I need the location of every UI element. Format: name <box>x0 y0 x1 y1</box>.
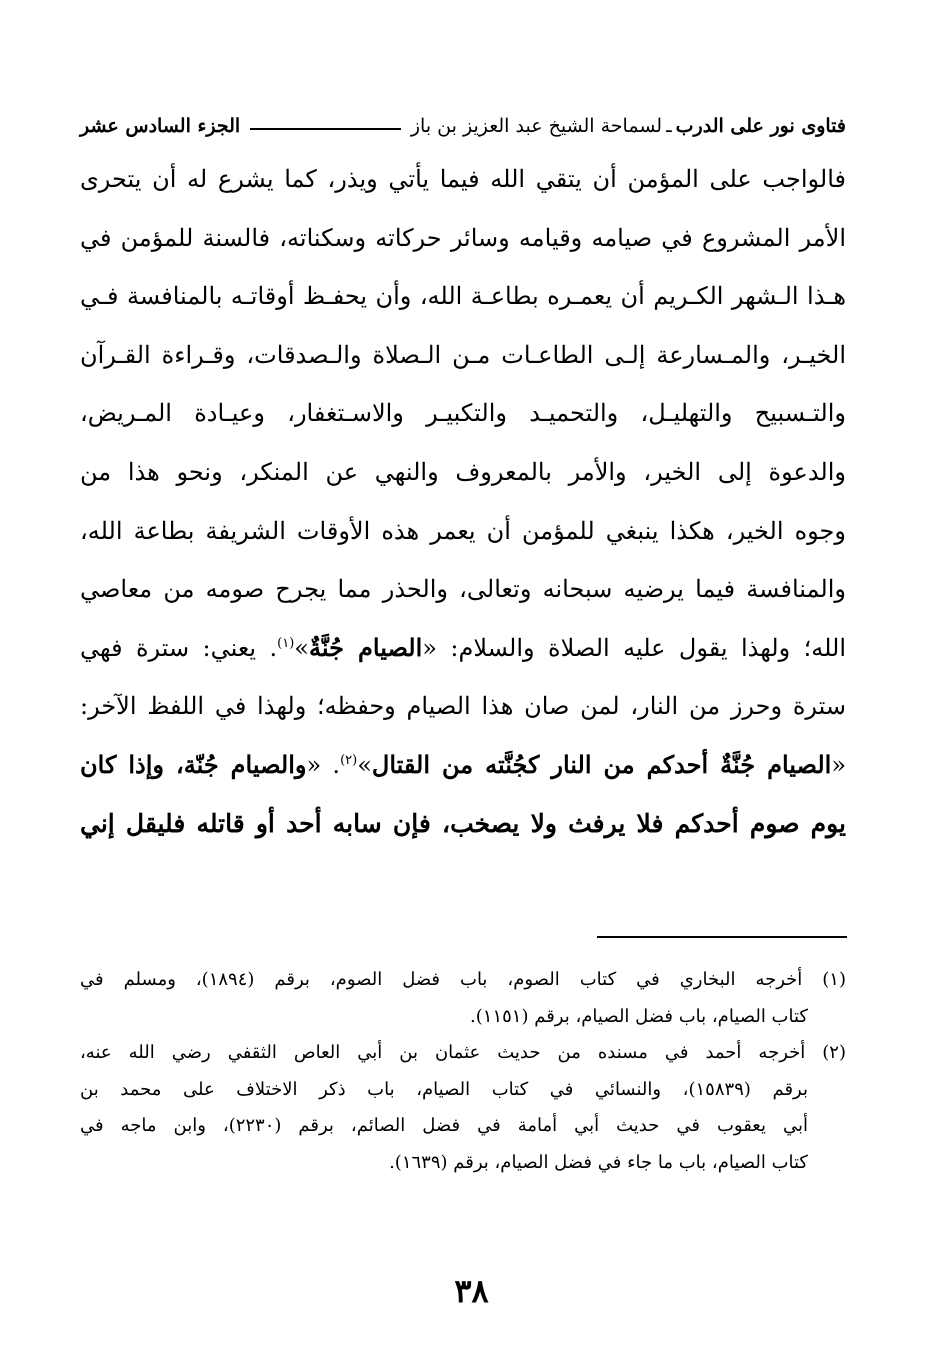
text-fragment: . يعني: سترة فهي <box>80 633 278 662</box>
footnote-ref-1: (١) <box>277 635 295 651</box>
footnote-ref-2: (٢) <box>340 752 358 768</box>
text-fragment: » <box>357 750 372 779</box>
text-line <box>80 736 846 795</box>
footnote-2-line: أبي يعقوب في حديث أبي أمامة في فضل الصائم، برقم (٢٢٣٠)، وابن ماجه في <box>80 1115 808 1136</box>
text-fragment: « <box>831 750 846 779</box>
footnote-separator <box>597 936 847 938</box>
text-line: وجوه الخير، هكذا ينبغي للمؤمن أن يعمر هذه الأوقات الشريفة بطاعة الله، <box>80 516 846 545</box>
text-line: يوم صوم أحدكم فلا يرفث ولا يصخب، فإن سابه أحد أو قاتله فليقل إني <box>80 808 846 838</box>
header-title-group <box>411 115 846 137</box>
text-fragment: الله؛ ولهذا يقول عليه الصلاة والسلام: « <box>422 633 846 662</box>
text-fragment: . « <box>306 750 341 779</box>
volume-label: الجزء السادس عشر <box>80 115 241 137</box>
text-line: هـذا الـشهر الكـريم أن يعمـره بطاعـة الله، وأن يحفـظ أوقاتـه بالمنافسة فـي <box>80 282 846 311</box>
footnote-2-line: برقم (١٥٨٣٩)، والنسائي في كتاب الصيام، باب ذكر الاختلاف على محمد بن <box>80 1078 808 1100</box>
main-text <box>80 150 846 853</box>
footnote-1-line: كتاب الصيام، باب فضل الصيام، برقم (١١٥١). <box>470 1005 808 1027</box>
hadith-quote: والصيام جُنّة، وإذا كان <box>80 749 307 779</box>
text-line <box>80 619 846 678</box>
text-line: فالواجب على المؤمن أن يتقي الله فيما يأتي ويذر، كما يشرع له أن يتحرى <box>80 165 846 193</box>
text-line: الأمر المشروع في صيامه وقيامه وسائر حركاته وسكناته، فالسنة للمؤمن في <box>80 223 846 252</box>
text-line: والمنافسة فيما يرضيه سبحانه وتعالى، والحذر مما يجرح صومه من معاصي <box>80 575 846 604</box>
footnote-2-line: كتاب الصيام، باب ما جاء في فضل الصيام، برقم (١٦٣٩). <box>389 1151 808 1173</box>
text-line: سترة وحرز من النار، لمن صان هذا الصيام وحفظه؛ ولهذا في اللفظ الآخر: <box>80 692 846 721</box>
header-separator: ـ <box>666 115 672 137</box>
author-name: لسماحة الشيخ عبد العزيز بن باز <box>410 115 663 137</box>
running-header <box>80 108 846 144</box>
text-line: الخيـر، والمـسارعة إلـى الطاعـات مـن الـصلاة والـصدقات، وقـراءة القـرآن <box>80 340 846 369</box>
footnotes <box>80 962 846 1181</box>
footnote-1-line: (١) أخرجه البخاري في كتاب الصوم، باب فضل الصوم، برقم (١٨٩٤)، ومسلم في <box>80 969 846 990</box>
text-line: والتـسبيح والتهليـل، والتحميـد والتكبيـر والاسـتغفار، وعيـادة المـريض، <box>80 399 846 428</box>
hadith-quote: الصيام جُنَّةٌ أحدكم من النار كجُنَّته من القتال <box>371 749 832 779</box>
text-line: والدعوة إلى الخير، والأمر بالمعروف والنهي عن المنكر، ونحو هذا من <box>80 457 846 486</box>
text-fragment: » <box>294 633 309 662</box>
footnote-2-line: (٢) أخرجه أحمد في مسنده من حديث عثمان بن أبي العاص الثقفي رضي الله عنه، <box>80 1042 846 1063</box>
header-dash <box>250 128 401 130</box>
hadith-quote: الصيام جُنَّةٌ <box>308 632 423 662</box>
page-number: ٣٨ <box>454 1272 489 1310</box>
book-title: فتاوى نور على الدرب <box>675 115 846 137</box>
